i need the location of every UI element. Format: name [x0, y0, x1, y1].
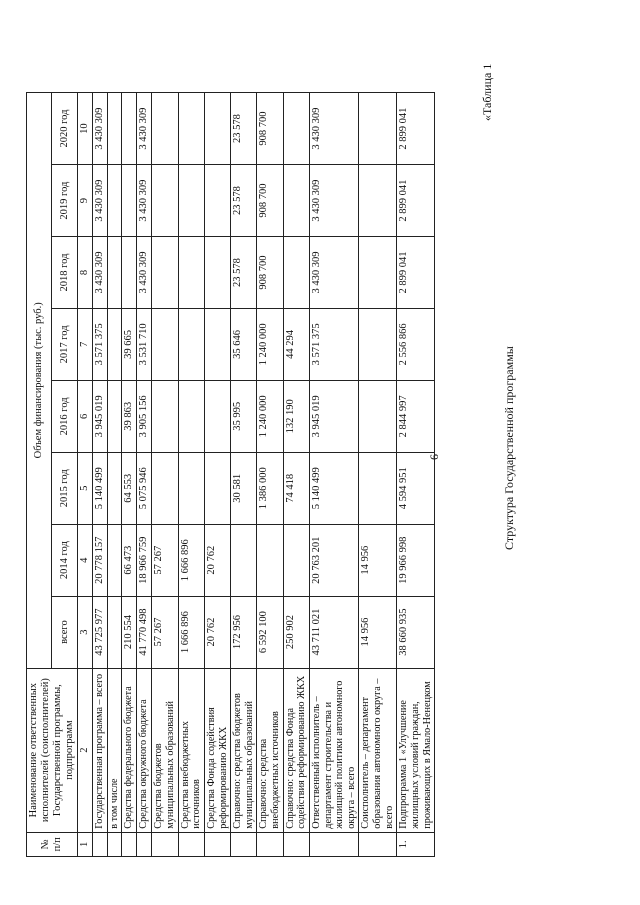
row-name: Подпрограмма 1 «Улучшение жилищных условий граждан, проживающих в Ямало-Ненецком	[397, 668, 435, 832]
cell-year-value	[107, 308, 122, 380]
cell-year-value	[204, 380, 230, 452]
header-name: Наименование ответственных исполнителей (соисполнителей) Государственной программы, подпрограмм	[27, 668, 78, 832]
table-body	[92, 93, 434, 857]
table-row	[92, 93, 107, 857]
table-row	[152, 93, 178, 857]
cell-year-value	[107, 165, 122, 237]
row-number	[283, 832, 309, 856]
row-number	[107, 832, 122, 856]
cell-year-value: 3 945 019	[92, 380, 107, 452]
page-number: 6	[427, 454, 441, 460]
cell-year-value: 23 578	[231, 237, 257, 309]
row-number: 1.	[397, 832, 435, 856]
cell-year-value	[107, 93, 122, 165]
cell-total: 38 660 935	[397, 596, 435, 668]
header-year: 2016 год	[52, 380, 77, 452]
row-number	[204, 832, 230, 856]
cell-total: 43 711 021	[309, 596, 359, 668]
cell-year-value: 3 571 375	[92, 308, 107, 380]
cell-total: 14 956	[359, 596, 397, 668]
cell-year-value: 64 553	[122, 452, 137, 524]
cell-year-value: 74 418	[283, 452, 309, 524]
cell-year-value	[178, 308, 204, 380]
cell-year-value	[359, 93, 397, 165]
table-row	[122, 93, 137, 857]
table-caption: «Таблица 1	[480, 63, 494, 121]
header-total: всего	[52, 596, 77, 668]
row-name: Справочно: средства внебюджетных источников	[257, 668, 283, 832]
cell-year-value: 132 190	[283, 380, 309, 452]
cell-total: 1 666 896	[178, 596, 204, 668]
cell-year-value: 23 578	[231, 93, 257, 165]
cell-year-value: 19 966 998	[397, 524, 435, 596]
header-year: 2018 год	[52, 237, 77, 309]
row-number	[122, 832, 137, 856]
col-number: 3	[77, 596, 92, 668]
cell-year-value	[231, 524, 257, 596]
cell-year-value: 30 581	[231, 452, 257, 524]
cell-year-value: 3 430 309	[137, 237, 152, 309]
row-name: Справочно: средства бюджетов муниципальных образований	[231, 668, 257, 832]
col-number: 8	[77, 237, 92, 309]
cell-year-value	[122, 93, 137, 165]
cell-year-value: 3 430 309	[137, 165, 152, 237]
row-number	[178, 832, 204, 856]
row-name: Средства бюджетов муниципальных образований	[152, 668, 178, 832]
cell-year-value	[107, 524, 122, 596]
table-row	[309, 93, 359, 857]
cell-total: 41 770 498	[137, 596, 152, 668]
header-volume: Объем финансирования (тыс. руб.)	[27, 93, 52, 669]
cell-year-value: 23 578	[231, 165, 257, 237]
table-row	[257, 93, 283, 857]
cell-year-value: 3 945 019	[309, 380, 359, 452]
row-name: Средства окружного бюджета	[137, 668, 152, 832]
row-name: Средства Фонда содействия реформированию ЖКХ	[204, 668, 230, 832]
cell-year-value	[178, 237, 204, 309]
row-number	[92, 832, 107, 856]
row-number	[309, 832, 359, 856]
program-structure-table	[26, 92, 435, 857]
cell-year-value	[204, 308, 230, 380]
row-number	[137, 832, 152, 856]
cell-year-value: 908 700	[257, 237, 283, 309]
cell-year-value	[359, 380, 397, 452]
cell-year-value: 3 430 309	[92, 237, 107, 309]
col-number: 4	[77, 524, 92, 596]
row-number	[231, 832, 257, 856]
cell-year-value: 5 140 499	[92, 452, 107, 524]
row-name: Соисполнитель – департамент образования автономного округа – всего	[359, 668, 397, 832]
col-number: 1	[77, 832, 92, 856]
cell-year-value: 3 430 309	[92, 165, 107, 237]
col-number: 7	[77, 308, 92, 380]
cell-year-value: 3 905 156	[137, 380, 152, 452]
cell-year-value	[152, 380, 178, 452]
cell-year-value	[152, 165, 178, 237]
cell-year-value	[122, 237, 137, 309]
row-number	[152, 832, 178, 856]
col-number: 9	[77, 165, 92, 237]
cell-total: 20 762	[204, 596, 230, 668]
cell-year-value	[152, 308, 178, 380]
cell-year-value: 2 844 997	[397, 380, 435, 452]
header-year: 2020 год	[52, 93, 77, 165]
cell-total: 57 267	[152, 596, 178, 668]
cell-year-value	[107, 380, 122, 452]
cell-year-value: 20 762	[204, 524, 230, 596]
cell-year-value: 57 267	[152, 524, 178, 596]
row-name: Средства внебюджетных источников	[178, 668, 204, 832]
cell-total: 210 554	[122, 596, 137, 668]
cell-year-value: 1 240 000	[257, 308, 283, 380]
cell-year-value: 3 430 309	[309, 237, 359, 309]
row-name: Справочно: средства Фонда содействия реформированию ЖКХ	[283, 668, 309, 832]
cell-year-value: 5 075 946	[137, 452, 152, 524]
table-row	[107, 93, 122, 857]
header-year: 2019 год	[52, 165, 77, 237]
cell-year-value: 3 430 309	[137, 93, 152, 165]
row-name: Ответственный исполнитель – департамент строительства и жилищной политики автономного округа – всего	[309, 668, 359, 832]
cell-year-value	[204, 237, 230, 309]
cell-year-value	[283, 524, 309, 596]
cell-year-value	[152, 93, 178, 165]
cell-year-value: 1 666 896	[178, 524, 204, 596]
table-row	[204, 93, 230, 857]
cell-year-value: 5 140 499	[309, 452, 359, 524]
table-row	[283, 93, 309, 857]
cell-year-value: 20 778 157	[92, 524, 107, 596]
row-name: Государственная программа – всего	[92, 668, 107, 832]
cell-year-value: 2 899 041	[397, 237, 435, 309]
col-number: 10	[77, 93, 92, 165]
cell-year-value	[359, 237, 397, 309]
cell-year-value: 20 763 201	[309, 524, 359, 596]
cell-year-value	[107, 452, 122, 524]
table-row	[397, 93, 435, 857]
cell-year-value	[204, 165, 230, 237]
col-number: 6	[77, 380, 92, 452]
table-row	[137, 93, 152, 857]
cell-year-value: 1 240 000	[257, 380, 283, 452]
cell-total: 172 956	[231, 596, 257, 668]
cell-year-value	[178, 380, 204, 452]
row-number	[257, 832, 283, 856]
cell-year-value	[152, 452, 178, 524]
cell-year-value	[122, 165, 137, 237]
cell-year-value: 18 966 759	[137, 524, 152, 596]
col-number: 2	[77, 668, 92, 832]
table-row	[359, 93, 397, 857]
cell-total: 6 592 100	[257, 596, 283, 668]
document-title: Структура Государственной программы	[502, 346, 516, 550]
cell-year-value: 2 556 866	[397, 308, 435, 380]
cell-year-value	[257, 524, 283, 596]
cell-year-value: 14 956	[359, 524, 397, 596]
cell-year-value	[283, 237, 309, 309]
table-row	[178, 93, 204, 857]
cell-year-value	[283, 165, 309, 237]
header-year: 2017 год	[52, 308, 77, 380]
cell-total: 250 902	[283, 596, 309, 668]
cell-year-value: 39 665	[122, 308, 137, 380]
cell-year-value: 35 646	[231, 308, 257, 380]
cell-year-value	[204, 452, 230, 524]
cell-year-value: 1 386 000	[257, 452, 283, 524]
cell-year-value	[283, 93, 309, 165]
row-number	[359, 832, 397, 856]
cell-year-value: 3 430 309	[309, 165, 359, 237]
table-row	[231, 93, 257, 857]
cell-year-value	[359, 452, 397, 524]
cell-total	[107, 596, 122, 668]
cell-year-value: 908 700	[257, 93, 283, 165]
cell-year-value	[107, 237, 122, 309]
cell-year-value	[152, 237, 178, 309]
cell-year-value	[178, 93, 204, 165]
cell-year-value	[359, 308, 397, 380]
cell-year-value: 44 294	[283, 308, 309, 380]
row-name: в том числе	[107, 668, 122, 832]
cell-year-value: 908 700	[257, 165, 283, 237]
cell-year-value: 2 899 041	[397, 93, 435, 165]
cell-year-value: 2 899 041	[397, 165, 435, 237]
cell-year-value	[178, 452, 204, 524]
cell-year-value: 3 430 309	[92, 93, 107, 165]
header-num: № п/п	[27, 832, 78, 856]
cell-year-value: 35 995	[231, 380, 257, 452]
cell-year-value: 66 473	[122, 524, 137, 596]
cell-year-value: 4 594 951	[397, 452, 435, 524]
cell-year-value: 39 863	[122, 380, 137, 452]
cell-year-value: 3 531 710	[137, 308, 152, 380]
cell-year-value	[204, 93, 230, 165]
cell-year-value: 3 571 375	[309, 308, 359, 380]
cell-year-value	[178, 165, 204, 237]
header-year: 2015 год	[52, 452, 77, 524]
row-name: Средства федерального бюджета	[122, 668, 137, 832]
cell-year-value	[359, 165, 397, 237]
col-number: 5	[77, 452, 92, 524]
header-year: 2014 год	[52, 524, 77, 596]
cell-total: 43 725 977	[92, 596, 107, 668]
cell-year-value: 3 430 309	[309, 93, 359, 165]
